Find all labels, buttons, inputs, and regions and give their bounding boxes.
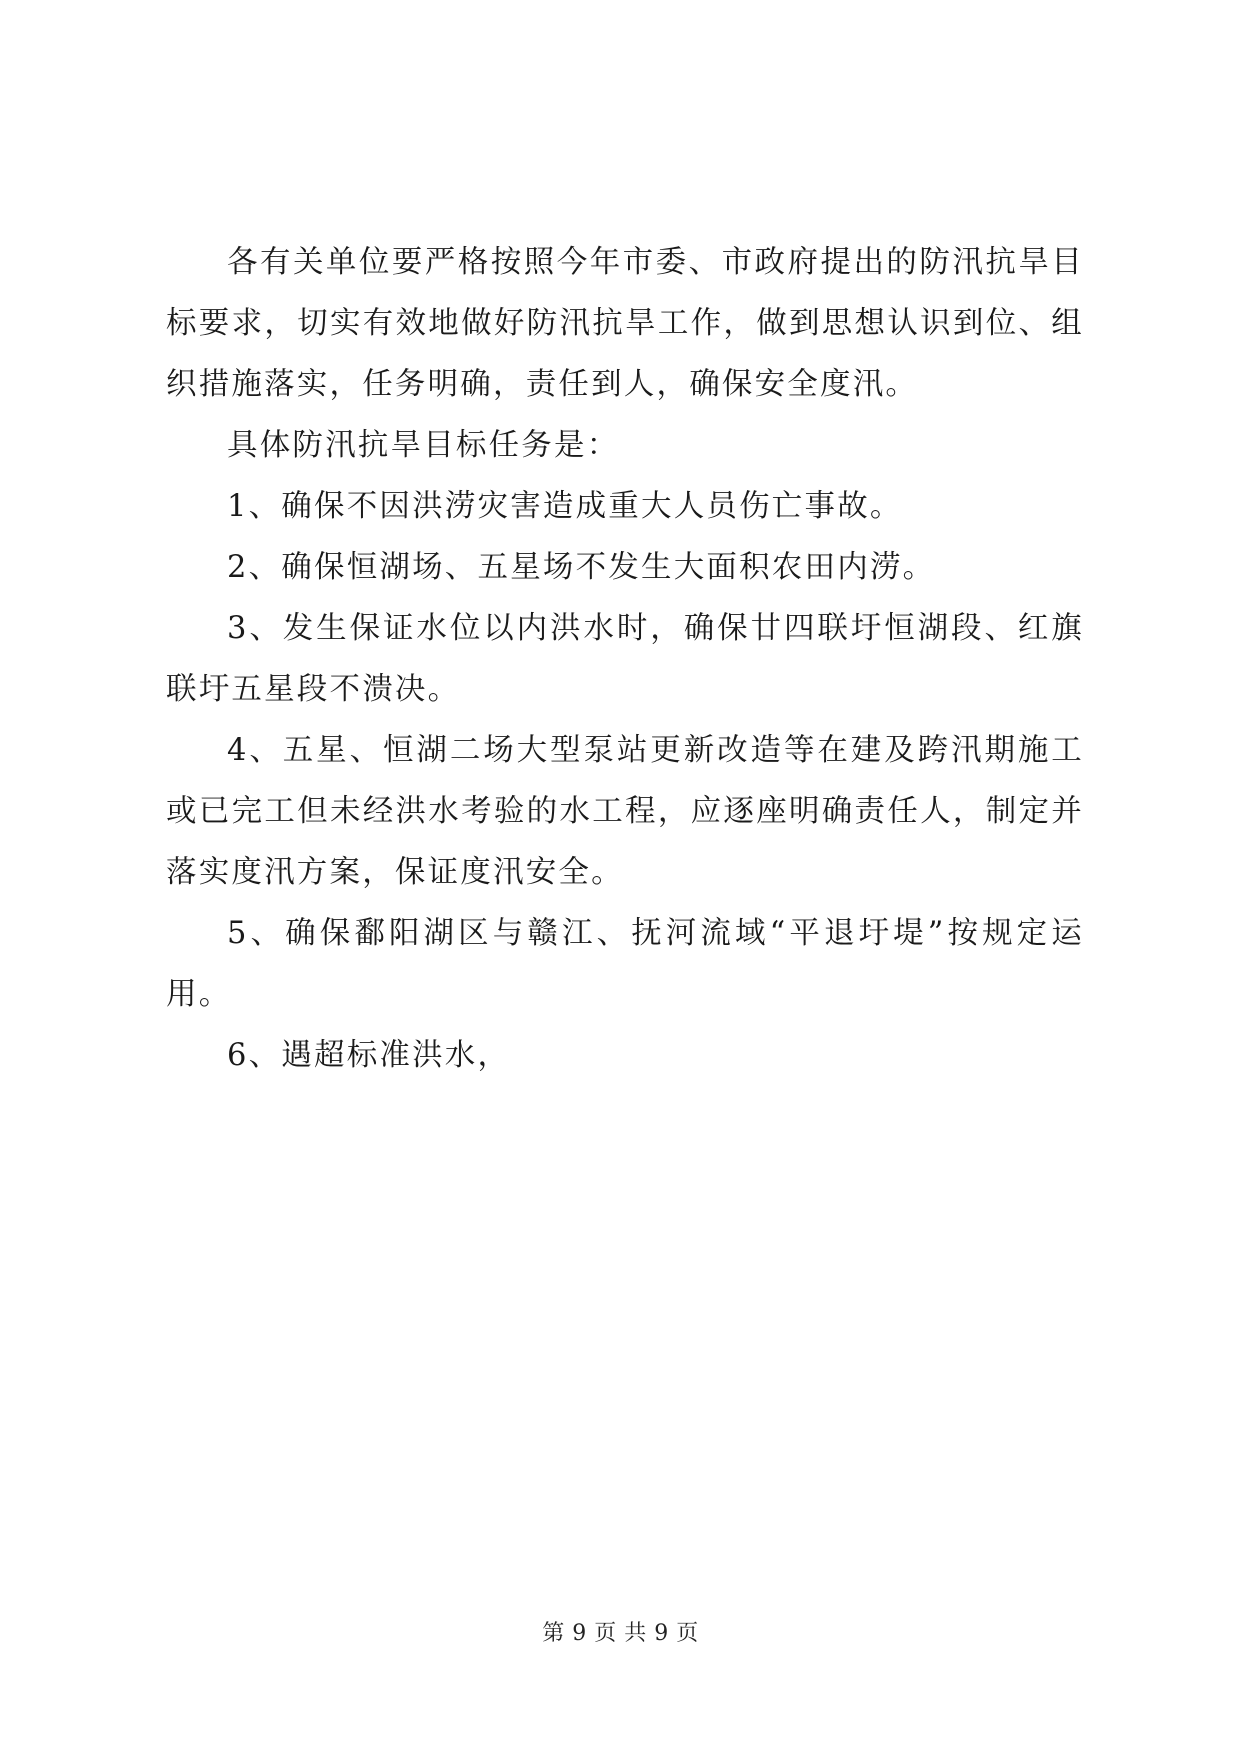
paragraph-task-2: 2、确保恒湖场、五星场不发生大面积农田内涝。 [227, 550, 936, 585]
paragraph-intro: 各有关单位要严格按照今年市委、市政府提出的防汛抗旱目标要求，切实有效地做好防汛抗旱工作，做到思想认识到位、组织措施落实，任务明确，责任到人，确保安全度汛。 [166, 245, 1084, 402]
paragraph-task-4: 4、五星、恒湖二场大型泵站更新改造等在建及跨汛期施工或已完工但未经洪水考验的水工程，应逐座明确责任人，制定并落实度汛方案，保证度汛安全。 [166, 733, 1084, 890]
paragraph-task-3: 3、发生保证水位以内洪水时，确保廿四联圩恒湖段、红旗联圩五星段不溃决。 [166, 611, 1084, 707]
paragraph-task-1: 1、确保不因洪涝灾害造成重大人员伤亡事故。 [227, 489, 903, 524]
paragraph-task-heading: 具体防汛抗旱目标任务是： [227, 428, 620, 463]
page-number-footer: 第 9 页 共 9 页 [542, 1621, 699, 1646]
paragraph-task-6: 6、遇超标准洪水， [227, 1038, 511, 1073]
document-body [166, 232, 1084, 1086]
paragraph-task-5: 5、确保鄱阳湖区与赣江、抚河流域“平退圩堤”按规定运用。 [166, 916, 1084, 1012]
